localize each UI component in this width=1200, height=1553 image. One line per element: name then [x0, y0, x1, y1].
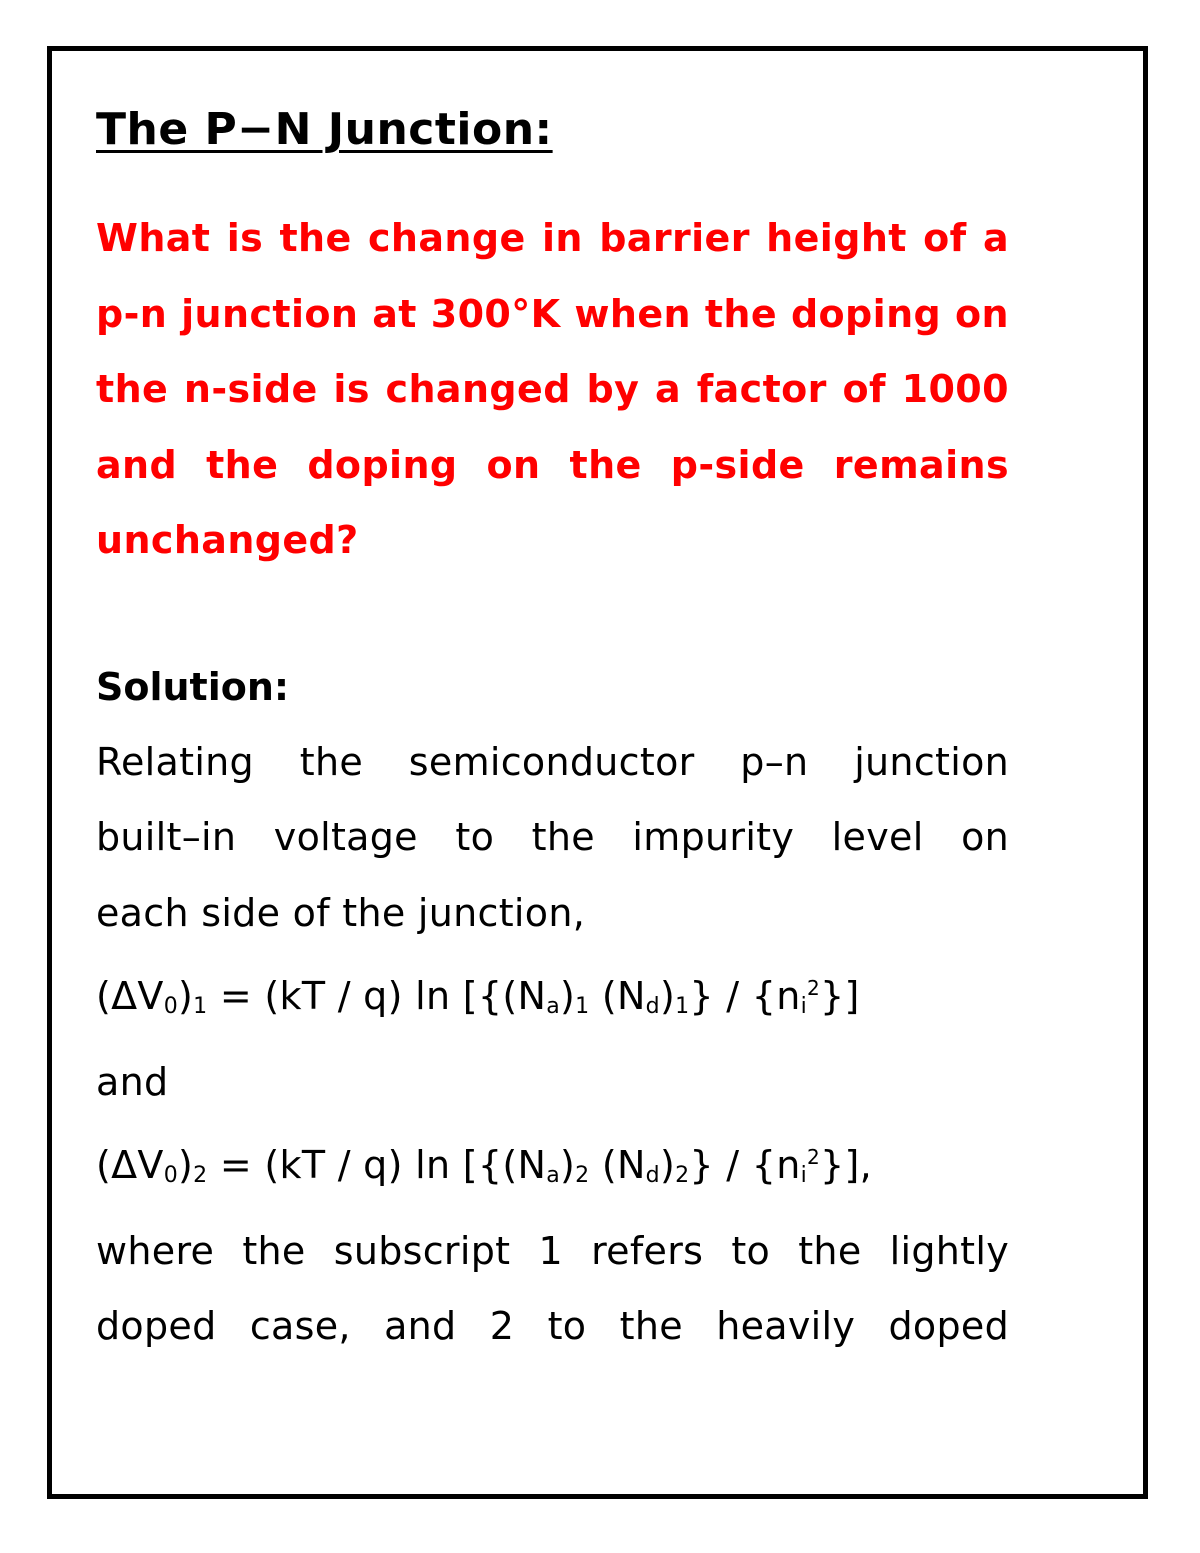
- equation-1: [96, 951, 1009, 1045]
- eq1-na-sub: a: [546, 994, 560, 1019]
- eq1-ni-sub: i: [800, 994, 808, 1019]
- intro-line-2: built–in voltage to the impurity level on: [96, 815, 1009, 859]
- equation-2: [96, 1120, 1009, 1214]
- eq2-nd-open: (N: [589, 1143, 646, 1187]
- eq1-tail: }]: [820, 974, 860, 1018]
- question-text: What is the change in barrier height of a p-n junction at 300°K when the doping on the n-side is changed by a factor of 1000 and the doping on the p-side remains unchanged?: [96, 216, 1009, 562]
- eq2-nd-sub: d: [645, 1163, 660, 1188]
- eq2-mid: = (kT / q) ln [{(N: [207, 1143, 547, 1187]
- closing-line-2: doped case, and 2 to the heavily doped: [96, 1304, 1009, 1348]
- eq1-lhs-sub1: 1: [193, 994, 208, 1019]
- closing-line-1: where the subscript 1 refers to the lightly: [96, 1228, 1009, 1273]
- eq1-nd-idx: 1: [675, 994, 690, 1019]
- eq2-lhs-sub0: 0: [163, 1163, 179, 1188]
- intro-line-3: each side of the junction,: [96, 890, 586, 935]
- eq2-na-sub: a: [546, 1163, 560, 1188]
- eq1-nd-open: (N: [589, 974, 646, 1018]
- eq2-na-idx: 2: [575, 1163, 590, 1188]
- eq2-nd-idx: 2: [675, 1163, 690, 1188]
- eq1-lhs-open: (ΔV: [96, 974, 164, 1018]
- eq1-na-idx: 1: [575, 994, 590, 1019]
- eq1-lhs-close: ): [178, 974, 194, 1018]
- eq1-lhs-sub0: 0: [163, 994, 179, 1019]
- page-title: The P−N Junction:: [96, 104, 553, 155]
- document-content: [96, 95, 1009, 1365]
- eq1-na-close: ): [559, 974, 576, 1018]
- eq2-na-close: ): [559, 1143, 576, 1187]
- eq1-ni-sup: 2: [807, 976, 821, 1000]
- and-word: and: [96, 1059, 169, 1104]
- eq2-tail: }],: [820, 1143, 873, 1187]
- eq2-ni-sup: 2: [807, 1145, 821, 1169]
- eq1-nd-sub: d: [645, 994, 660, 1019]
- eq1-nd-close: ): [659, 974, 676, 1018]
- eq2-ni-open: } / {n: [689, 1143, 801, 1187]
- solution-body: [96, 725, 1009, 1365]
- intro-line-1: Relating the semiconductor p–n junction: [96, 739, 1009, 784]
- eq1-ni-open: } / {n: [689, 974, 801, 1018]
- eq1-mid: = (kT / q) ln [{(N: [207, 974, 547, 1018]
- eq2-ni-sub: i: [800, 1163, 808, 1188]
- eq2-lhs-close: ): [178, 1143, 194, 1187]
- solution-heading: Solution:: [96, 664, 290, 709]
- eq2-lhs-sub1: 2: [193, 1163, 208, 1188]
- eq2-lhs-open: (ΔV: [96, 1143, 164, 1187]
- eq2-nd-close: ): [659, 1143, 676, 1187]
